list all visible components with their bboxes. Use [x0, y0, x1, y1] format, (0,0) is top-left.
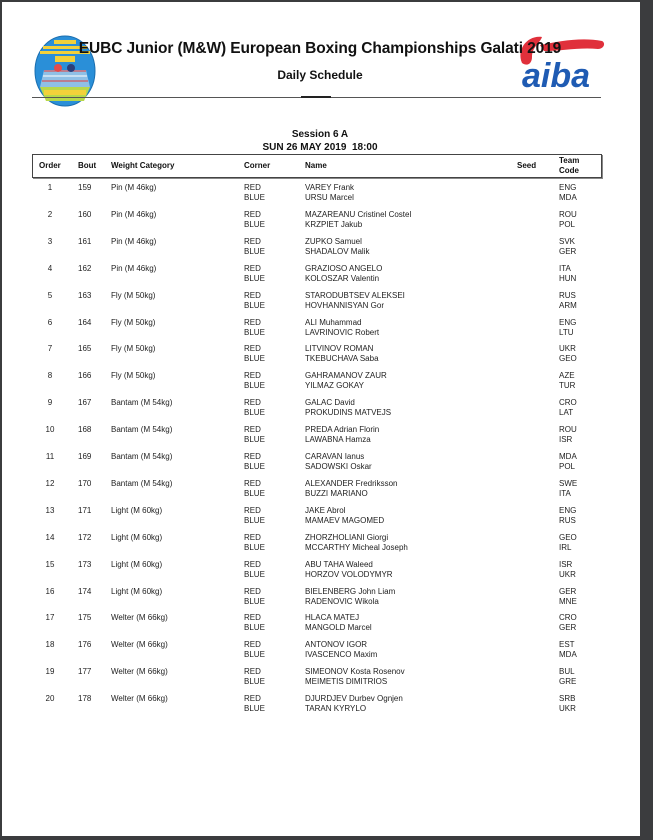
bout-row [2, 506, 638, 533]
weight-category: Light (M 60kg) [111, 586, 163, 596]
bout-row [2, 640, 638, 667]
bout-row [2, 237, 638, 264]
red-corner-label: RED [244, 371, 261, 381]
blue-corner-label: BLUE [244, 435, 265, 445]
blue-corner-label: BLUE [244, 704, 265, 714]
red-corner-label: RED [244, 505, 261, 515]
column-header-order: Order [39, 161, 61, 170]
bout-order: 5 [47, 290, 53, 300]
blue-team-code: MNE [559, 596, 577, 606]
red-boxer-name: MAZAREANU Cristinel Costel [305, 209, 412, 219]
bout-row [2, 291, 638, 318]
weight-category: Pin (M 46kg) [111, 236, 157, 246]
bout-row [2, 452, 638, 479]
weight-category: Fly (M 50kg) [111, 317, 156, 327]
blue-boxer-name: IVASCENCO Maxim [305, 650, 378, 660]
blue-team-code: MDA [559, 193, 577, 202]
bout-number: 175 [78, 613, 92, 623]
blue-corner-label: BLUE [244, 515, 265, 525]
bout-order: 16 [45, 586, 55, 596]
red-team-code: ROU [559, 209, 577, 219]
red-boxer-name: ABU TAHA Waleed [305, 559, 373, 569]
bout-number: 178 [78, 694, 92, 704]
weight-category: Fly (M 50kg) [111, 371, 156, 381]
blue-corner-label: BLUE [244, 219, 265, 229]
red-corner-label: RED [244, 236, 261, 246]
red-team-code: CRO [559, 613, 577, 623]
red-team-code: SVK [559, 236, 576, 246]
red-corner-label: RED [244, 317, 261, 327]
column-header-corner: Corner [244, 161, 271, 170]
red-corner-label: RED [244, 586, 261, 596]
bout-row [2, 210, 638, 237]
blue-boxer-name: SADOWSKI Oskar [305, 462, 372, 471]
blue-team-code: HUN [559, 273, 577, 283]
red-team-code: ENG [559, 183, 577, 192]
blue-team-code: POL [559, 219, 576, 229]
bout-order: 10 [45, 425, 55, 435]
red-team-code: SRB [559, 694, 576, 704]
bout-number: 161 [78, 236, 92, 246]
column-header-bout: Bout [78, 161, 97, 170]
bout-row [2, 613, 638, 640]
bout-order: 6 [47, 317, 53, 327]
red-boxer-name: VAREY Frank [305, 183, 355, 192]
column-header-team-code-line1: Team [559, 156, 580, 165]
blue-team-code: ARM [559, 300, 577, 310]
blue-team-code: UKR [559, 569, 576, 579]
blue-team-code: MDA [559, 650, 577, 660]
red-boxer-name: STARODUBTSEV ALEKSEI [305, 290, 405, 300]
blue-boxer-name: SHADALOV Malik [305, 246, 370, 256]
blue-boxer-name: PROKUDINS MATVEJS [305, 408, 392, 418]
red-boxer-name: GAHRAMANOV ZAUR [305, 371, 387, 381]
column-header-seed: Seed [517, 161, 537, 170]
weight-category: Bantam (M 54kg) [111, 478, 173, 488]
red-boxer-name: ALEXANDER Fredriksson [305, 478, 398, 488]
red-corner-label: RED [244, 290, 261, 300]
red-corner-label: RED [244, 344, 261, 354]
bout-order: 15 [45, 559, 55, 569]
blue-corner-label: BLUE [244, 596, 265, 606]
red-boxer-name: PREDA Adrian Florin [305, 425, 380, 435]
blue-boxer-name: MCCARTHY Micheal Joseph [305, 542, 408, 552]
red-boxer-name: DJURDJEV Durbev Ognjen [305, 694, 403, 704]
weight-category: Bantam (M 54kg) [111, 398, 173, 408]
bout-number: 174 [78, 586, 92, 596]
blue-boxer-name: MAMAEV MAGOMED [305, 515, 385, 525]
weight-category: Welter (M 66kg) [111, 667, 168, 677]
weight-category: Pin (M 46kg) [111, 209, 157, 219]
blue-team-code: GER [559, 246, 577, 256]
bout-number: 170 [78, 478, 92, 488]
bout-order: 13 [45, 505, 55, 515]
blue-team-code: GRE [559, 677, 577, 687]
bout-row [2, 587, 638, 614]
weight-category: Fly (M 50kg) [111, 290, 156, 300]
session-datetime: SUN 26 MAY 2019 18:00 [262, 142, 378, 153]
blue-boxer-name: KRZPIET Jakub [305, 219, 363, 229]
blue-boxer-name: RADENOVIC Wikola [305, 596, 379, 606]
red-team-code: CRO [559, 398, 577, 408]
blue-corner-label: BLUE [244, 462, 265, 471]
blue-boxer-name: HORZOV VOLODYMYR [305, 569, 393, 579]
bout-order: 3 [47, 236, 53, 246]
red-boxer-name: JAKE Abrol [305, 505, 346, 515]
bout-row [2, 425, 638, 452]
red-team-code: EST [559, 640, 575, 650]
bout-row [2, 371, 638, 398]
bout-number: 168 [78, 425, 92, 435]
red-corner-label: RED [244, 209, 261, 219]
bout-number: 171 [78, 505, 92, 515]
blue-team-code: LAT [559, 408, 574, 418]
weight-category: Pin (M 46kg) [111, 183, 157, 192]
bout-order: 1 [47, 183, 53, 192]
blue-boxer-name: YILMAZ GOKAY [305, 381, 364, 391]
blue-corner-label: BLUE [244, 408, 265, 418]
blue-boxer-name: LAWABNA Hamza [305, 435, 371, 445]
blue-corner-label: BLUE [244, 542, 265, 552]
blue-team-code: GER [559, 623, 577, 633]
blue-team-code: IRL [559, 542, 572, 552]
bout-order: 12 [45, 478, 55, 488]
blue-corner-label: BLUE [244, 300, 265, 310]
red-boxer-name: ZUPKO Samuel [305, 236, 362, 246]
column-header-weight-category: Weight Category [111, 161, 175, 170]
weight-category: Light (M 60kg) [111, 532, 163, 542]
blue-corner-label: BLUE [244, 354, 265, 364]
blue-boxer-name: TKEBUCHAVA Saba [305, 354, 379, 364]
weight-category: Light (M 60kg) [111, 505, 163, 515]
red-team-code: GER [559, 586, 577, 596]
red-boxer-name: LITVINOV ROMAN [305, 344, 374, 354]
red-boxer-name: BIELENBERG John Liam [305, 586, 396, 596]
bout-order: 11 [45, 452, 55, 461]
blue-corner-label: BLUE [244, 246, 265, 256]
bout-number: 166 [78, 371, 92, 381]
red-corner-label: RED [244, 452, 261, 461]
blue-boxer-name: MEIMETIS DIMITRIOS [305, 677, 388, 687]
header-divider-mark [301, 96, 331, 98]
blue-boxer-name: TARAN KYRYLO [305, 704, 367, 714]
bout-number: 177 [78, 667, 92, 677]
red-corner-label: RED [244, 183, 261, 192]
red-corner-label: RED [244, 694, 261, 704]
red-corner-label: RED [244, 667, 261, 677]
column-header-name: Name [305, 161, 327, 170]
blue-boxer-name: HOVHANNISYAN Gor [305, 300, 384, 310]
red-corner-label: RED [244, 559, 261, 569]
blue-corner-label: BLUE [244, 327, 265, 337]
red-corner-label: RED [244, 478, 261, 488]
red-team-code: RUS [559, 290, 576, 300]
blue-team-code: TUR [559, 381, 576, 391]
session-name: Session 6 A [291, 129, 349, 140]
blue-boxer-name: KOLOSZAR Valentin [305, 273, 380, 283]
red-boxer-name: CARAVAN Ianus [305, 452, 365, 461]
weight-category: Welter (M 66kg) [111, 640, 168, 650]
red-corner-label: RED [244, 532, 261, 542]
red-corner-label: RED [244, 425, 261, 435]
bout-order: 14 [45, 532, 55, 542]
red-team-code: ISR [559, 559, 573, 569]
bout-order: 8 [47, 371, 53, 381]
red-corner-label: RED [244, 613, 261, 623]
document-subtitle: Daily Schedule [277, 68, 363, 82]
red-team-code: AZE [559, 371, 575, 381]
red-boxer-name: GALAC David [305, 398, 355, 408]
blue-team-code: GEO [559, 354, 577, 364]
red-corner-label: RED [244, 640, 261, 650]
red-team-code: GEO [559, 532, 577, 542]
red-boxer-name: GRAZIOSO ANGELO [305, 263, 383, 273]
blue-corner-label: BLUE [244, 488, 265, 498]
document-title: EUBC Junior (M&W) European Boxing Championships Galati 2019 [78, 40, 562, 57]
bout-order: 7 [47, 344, 53, 354]
weight-category: Bantam (M 54kg) [111, 425, 173, 435]
bout-order: 17 [45, 613, 55, 623]
bout-order: 20 [45, 694, 55, 704]
bout-number: 160 [78, 209, 92, 219]
blue-corner-label: BLUE [244, 569, 265, 579]
bout-order: 19 [45, 667, 55, 677]
blue-corner-label: BLUE [244, 193, 265, 202]
red-boxer-name: SIMEONOV Kosta Rosenov [305, 667, 405, 677]
blue-team-code: ITA [559, 488, 571, 498]
bout-row [2, 533, 638, 560]
weight-category: Welter (M 66kg) [111, 694, 168, 704]
red-corner-label: RED [244, 263, 261, 273]
table-header [32, 154, 602, 178]
blue-team-code: LTU [559, 327, 574, 337]
bout-number: 164 [78, 317, 92, 327]
red-boxer-name: ALI Muhammad [305, 317, 362, 327]
blue-corner-label: BLUE [244, 650, 265, 660]
blue-boxer-name: URSU Marcel [305, 193, 354, 202]
bout-row [2, 183, 638, 210]
blue-corner-label: BLUE [244, 677, 265, 687]
bout-number: 162 [78, 263, 92, 273]
red-boxer-name: ANTONOV IGOR [305, 640, 368, 650]
red-team-code: ENG [559, 317, 577, 327]
column-header-team-code-line2: Code [559, 166, 579, 175]
bout-row [2, 264, 638, 291]
bout-row [2, 344, 638, 371]
blue-corner-label: BLUE [244, 623, 265, 633]
bout-order: 9 [47, 398, 53, 408]
bout-number: 165 [78, 344, 92, 354]
blue-team-code: POL [559, 462, 576, 471]
aiba-logo-text: aiba [522, 57, 591, 91]
blue-corner-label: BLUE [244, 273, 265, 283]
bout-row [2, 318, 638, 345]
red-team-code: SWE [559, 478, 578, 488]
bout-row [2, 667, 638, 694]
blue-team-code: ISR [559, 435, 573, 445]
blue-corner-label: BLUE [244, 381, 265, 391]
red-team-code: ROU [559, 425, 577, 435]
bout-number: 167 [78, 398, 92, 408]
document-page [2, 2, 640, 836]
bout-row [2, 479, 638, 506]
weight-category: Fly (M 50kg) [111, 344, 156, 354]
red-team-code: ENG [559, 505, 577, 515]
bout-order: 2 [47, 209, 53, 219]
bout-number: 172 [78, 532, 92, 542]
red-corner-label: RED [244, 398, 261, 408]
red-team-code: BUL [559, 667, 575, 677]
bout-row [2, 398, 638, 425]
blue-team-code: UKR [559, 704, 576, 714]
bout-number: 173 [78, 559, 92, 569]
red-boxer-name: HLACA MATEJ [305, 613, 360, 623]
weight-category: Light (M 60kg) [111, 559, 163, 569]
blue-boxer-name: BUZZI MARIANO [305, 488, 368, 498]
weight-category: Pin (M 46kg) [111, 263, 157, 273]
bout-number: 163 [78, 290, 92, 300]
red-boxer-name: ZHORZHOLIANI Giorgi [305, 532, 389, 542]
weight-category: Bantam (M 54kg) [111, 452, 173, 461]
bout-number: 159 [78, 183, 92, 192]
red-team-code: UKR [559, 344, 576, 354]
weight-category: Welter (M 66kg) [111, 613, 168, 623]
bout-row [2, 560, 638, 587]
blue-team-code: RUS [559, 515, 576, 525]
bout-row [2, 694, 638, 721]
bout-number: 176 [78, 640, 92, 650]
blue-boxer-name: LAVRINOVIC Robert [305, 327, 380, 337]
blue-boxer-name: MANGOLD Marcel [305, 623, 372, 633]
red-team-code: ITA [559, 263, 571, 273]
bout-order: 4 [47, 263, 53, 273]
bout-number: 169 [78, 452, 92, 461]
red-team-code: MDA [559, 452, 577, 461]
bout-order: 18 [45, 640, 55, 650]
